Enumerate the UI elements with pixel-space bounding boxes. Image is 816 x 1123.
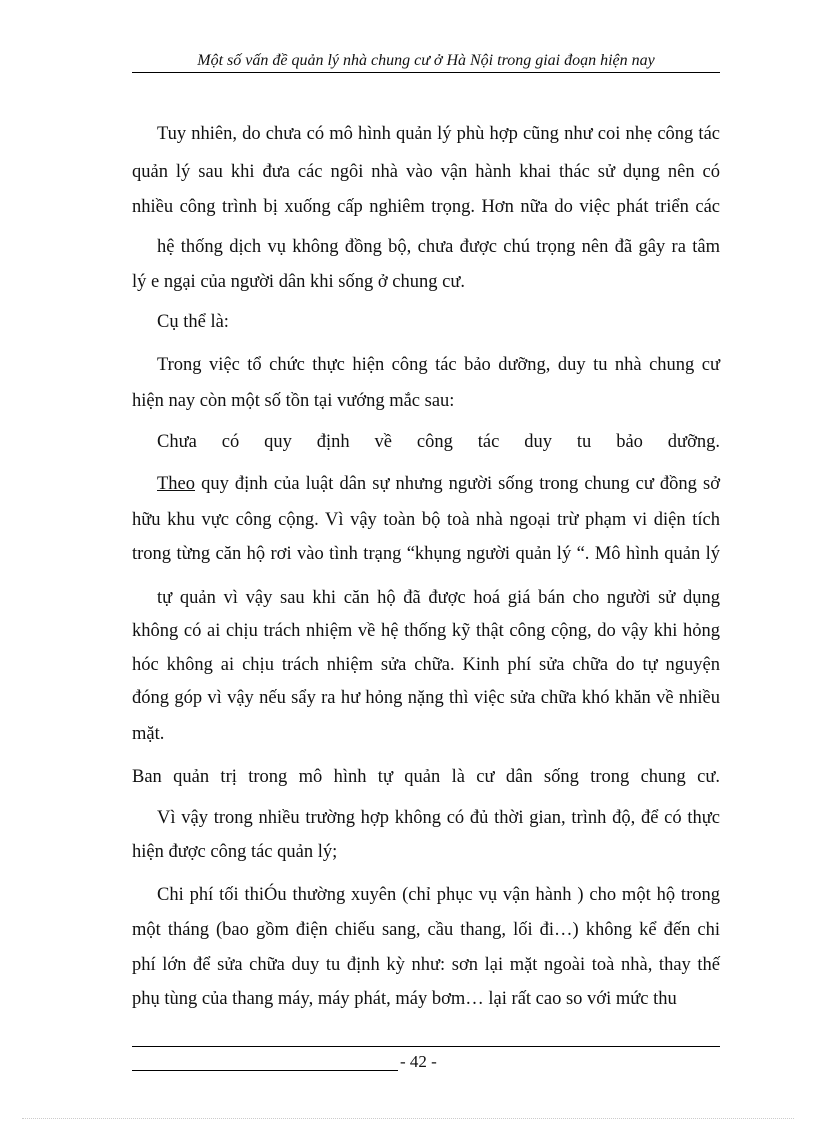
text-line: phụ tùng của thang máy, máy phát, máy bơm… lại rất cao so với mức thu (132, 989, 677, 1009)
text-line: hóc không ai chịu trách nhiệm sửa chữa. Kinh phí sửa chữa do tự nguyện (132, 655, 720, 675)
text-line: trong từng căn hộ rơi vào tình trạng “khụng người quản lý “. Mô hình quản lý (132, 544, 720, 564)
text-line: Chưa có quy định về công tác duy tu bảo dưỡng. (157, 432, 720, 452)
text-line: một tháng (bao gồm điện chiếu sang, cầu thang, lối đi…) không kể đến chi (132, 920, 720, 940)
footer-short-rule (132, 1070, 398, 1071)
running-title: Một số vấn đề quản lý nhà chung cư ở Hà Nội trong giai đoạn hiện nay (197, 52, 655, 69)
text-line (157, 472, 720, 496)
text-line: mặt. (132, 724, 165, 744)
text-line: đóng góp vì vậy nếu sẩy ra hư hỏng nặng thì việc sửa chữa khó khăn về nhiều (132, 688, 720, 708)
header-rule (132, 72, 720, 73)
text-line: hệ thống dịch vụ không đồng bộ, chưa được chú trọng nên đã gây ra tâm (157, 237, 720, 257)
text-line: Tuy nhiên, do chưa có mô hình quản lý phù hợp cũng như coi nhẹ công tác (157, 124, 720, 144)
text-line: nhiều công trình bị xuống cấp nghiêm trọng. Hơn nữa do việc phát triển các (132, 197, 720, 217)
text-line: lý e ngại của người dân khi sống ở chung cư. (132, 272, 465, 292)
text-line: Vì vậy trong nhiều trường hợp không có đủ thời gian, trình độ, để có thực (157, 808, 720, 828)
text-line: không có ai chịu trách nhiệm về hệ thống kỹ thật công cộng, do vậy khi hỏng (132, 621, 720, 641)
underlined-word: Theo (157, 474, 196, 494)
text-line: Chi phí tối thiÓu thường xuyên (chỉ phục vụ vận hành ) cho một hộ trong (157, 885, 720, 905)
text-line: tự quản vì vậy sau khi căn hộ đã được hoá giá bán cho người sử dụng (157, 588, 720, 608)
text-line: Trong việc tổ chức thực hiện công tác bảo dưỡng, duy tu nhà chung cư (157, 355, 720, 375)
text-line: hiện được công tác quản lý; (132, 842, 338, 862)
page-number: - 42 - (400, 1052, 437, 1071)
text-run: quy định của luật dân sự nhưng người sống trong chung cư đồng sở (195, 474, 720, 494)
footer-rule (132, 1046, 720, 1047)
page-edge-dotted-line (22, 1118, 794, 1119)
text-line: phí lớn để sửa chữa duy tu định kỳ như: sơn lại mặt ngoài toà nhà, thay thế (132, 955, 720, 975)
text-line: hiện nay còn một số tồn tại vướng mắc sau: (132, 391, 455, 411)
text-line: Ban quản trị trong mô hình tự quản là cư dân sống trong chung cư. (132, 767, 720, 787)
text-line: Cụ thể là: (157, 312, 229, 332)
text-line: hữu khu vực công cộng. Vì vậy toàn bộ toà nhà ngoại trừ phạm vi diện tích (132, 510, 720, 530)
text-line: quản lý sau khi đưa các ngôi nhà vào vận hành khai thác sử dụng nên có (132, 162, 720, 182)
